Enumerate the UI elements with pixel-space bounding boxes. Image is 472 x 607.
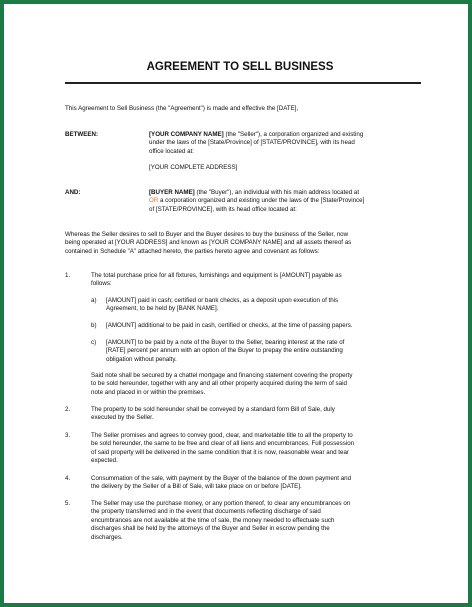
sub-item-line: Agreement, to be held by [BANK NAME]. <box>106 305 219 313</box>
buyer-line-3: of [STATE/PROVINCE], with its head office located at: <box>149 205 297 213</box>
item-line: be sold hereunder, the same to be free and clear of all liens and encumbrances. Full possession <box>91 440 355 448</box>
item-5-text <box>91 500 426 542</box>
item-line: executed by the Seller. <box>91 414 154 422</box>
intro-paragraph: This Agreement to Sell Business (the "Agreement") is made and effective the [DATE], <box>65 105 299 112</box>
buyer-line-2 <box>149 197 424 205</box>
item-number: 2. <box>65 406 71 413</box>
seller-name: [YOUR COMPANY NAME] <box>149 131 224 138</box>
item-4-text <box>91 475 426 492</box>
sub-item-line: [AMOUNT] to be paid by a note of the Buyer to the Seller, bearing interest at the rate of <box>106 339 345 346</box>
item-2-text <box>91 406 426 423</box>
buyer-clause <box>149 189 424 214</box>
item-number: 3. <box>65 432 71 439</box>
sub-item-label: c) <box>91 339 97 346</box>
item-1-text <box>91 272 426 289</box>
buyer-line-1-rest: (the "Buyer"), an individual with his main address located at <box>194 189 360 196</box>
whereas-paragraph <box>65 231 425 256</box>
item-number: 5. <box>65 500 71 507</box>
note-line: to be sold hereunder, together with any and all other property acquired during the term of said <box>91 380 347 388</box>
seller-line-2: under the laws of the [State/Province] of [STATE/PROVINCE], with its head <box>149 139 355 147</box>
item-line: encumbrances are not available at the time of sale, the money needed to effectuate such <box>91 516 335 524</box>
note-line: Said note shall be secured by a chattel mortgage and financing statement covering the property <box>91 372 353 379</box>
item-line: discharges. <box>91 533 123 541</box>
sub-item-label: a) <box>91 297 97 304</box>
and-label: AND: <box>65 189 81 196</box>
sub-item-line: [AMOUNT] additional to be paid in cash, certified or checks, at the time of passing papers. <box>106 322 353 329</box>
item-line: the delivery by the Seller of a Bill of Sale, will take place on or before [DATE]. <box>91 483 302 491</box>
document-title: AGREEMENT TO SELL BUSINESS <box>146 61 334 73</box>
seller-address: [YOUR COMPLETE ADDRESS] <box>149 164 238 172</box>
item-3-text <box>91 432 426 466</box>
item-line: The Seller promises and agrees to convey good, clear, and marketable title to all the property to <box>91 432 353 439</box>
or-word: OR <box>149 197 159 205</box>
buyer-line-1 <box>149 189 424 197</box>
item-line: The Seller may use the purchase money, or any portion thereof, to clear any encumbrances on <box>91 500 351 507</box>
sub-item-line: [RATE] percent per annum with an option of the Buyer to prepay the entire outstanding <box>106 347 343 355</box>
sub-item-b <box>106 322 426 330</box>
sub-item-line: [AMOUNT] paid in cash; certified or bank checks, as a deposit upon execution of this <box>106 297 339 304</box>
seller-line-1 <box>149 131 424 139</box>
whereas-line: being operated at [YOUR ADDRESS] and known as [YOUR COMPANY NAME] and all assets thereof as <box>65 239 352 247</box>
seller-line-1-rest: (the "Seller"), a corporation organized and existing <box>223 131 364 138</box>
seller-line-3: office located at: <box>149 147 194 155</box>
item-number: 4. <box>65 475 71 482</box>
between-label: BETWEEN: <box>65 131 98 138</box>
document-page <box>8 8 472 607</box>
title-divider <box>65 82 421 84</box>
item-1-note <box>91 372 426 397</box>
buyer-line-2-rest: a corporation organized and existing under the laws of the [State/Province] <box>158 197 365 205</box>
buyer-name: [BUYER NAME] <box>149 189 195 196</box>
whereas-line: contained in Schedule "A" attached hereto, the parties hereto agree and covenant as follows: <box>65 247 320 255</box>
whereas-line: Whereas the Seller desires to sell to Buyer and the Buyer desires to buy the business of the Seller, now <box>65 231 349 238</box>
item-line: The property to be sold hereunder shall be conveyed by a standard form Bill of Sale, duly <box>91 406 335 413</box>
item-line: the property transferred and in the event that documents reflecting discharge of said <box>91 508 321 516</box>
item-line: follows: <box>91 280 112 288</box>
sub-item-label: b) <box>91 322 97 329</box>
note-line: note and placed in or within the premises. <box>91 388 206 396</box>
sub-item-c <box>106 339 426 364</box>
item-line: expected. <box>91 457 118 465</box>
item-line: of said property will be delivered in the same condition that it is now, reasonable wear and tear <box>91 448 349 456</box>
item-line: The total purchase price for all fixtures, furnishings and equipment is [AMOUNT] payable as <box>91 272 342 279</box>
item-number: 1. <box>65 272 71 279</box>
sub-item-a <box>106 297 426 314</box>
item-line: Consummation of the sale, with payment by the Buyer of the balance of the down payment and <box>91 475 352 482</box>
sub-item-line: obligation without penalty. <box>106 355 177 363</box>
item-line: discharges shall be held by the attorneys of the Buyer and Seller in escrow pending the <box>91 525 330 533</box>
seller-clause <box>149 131 424 173</box>
